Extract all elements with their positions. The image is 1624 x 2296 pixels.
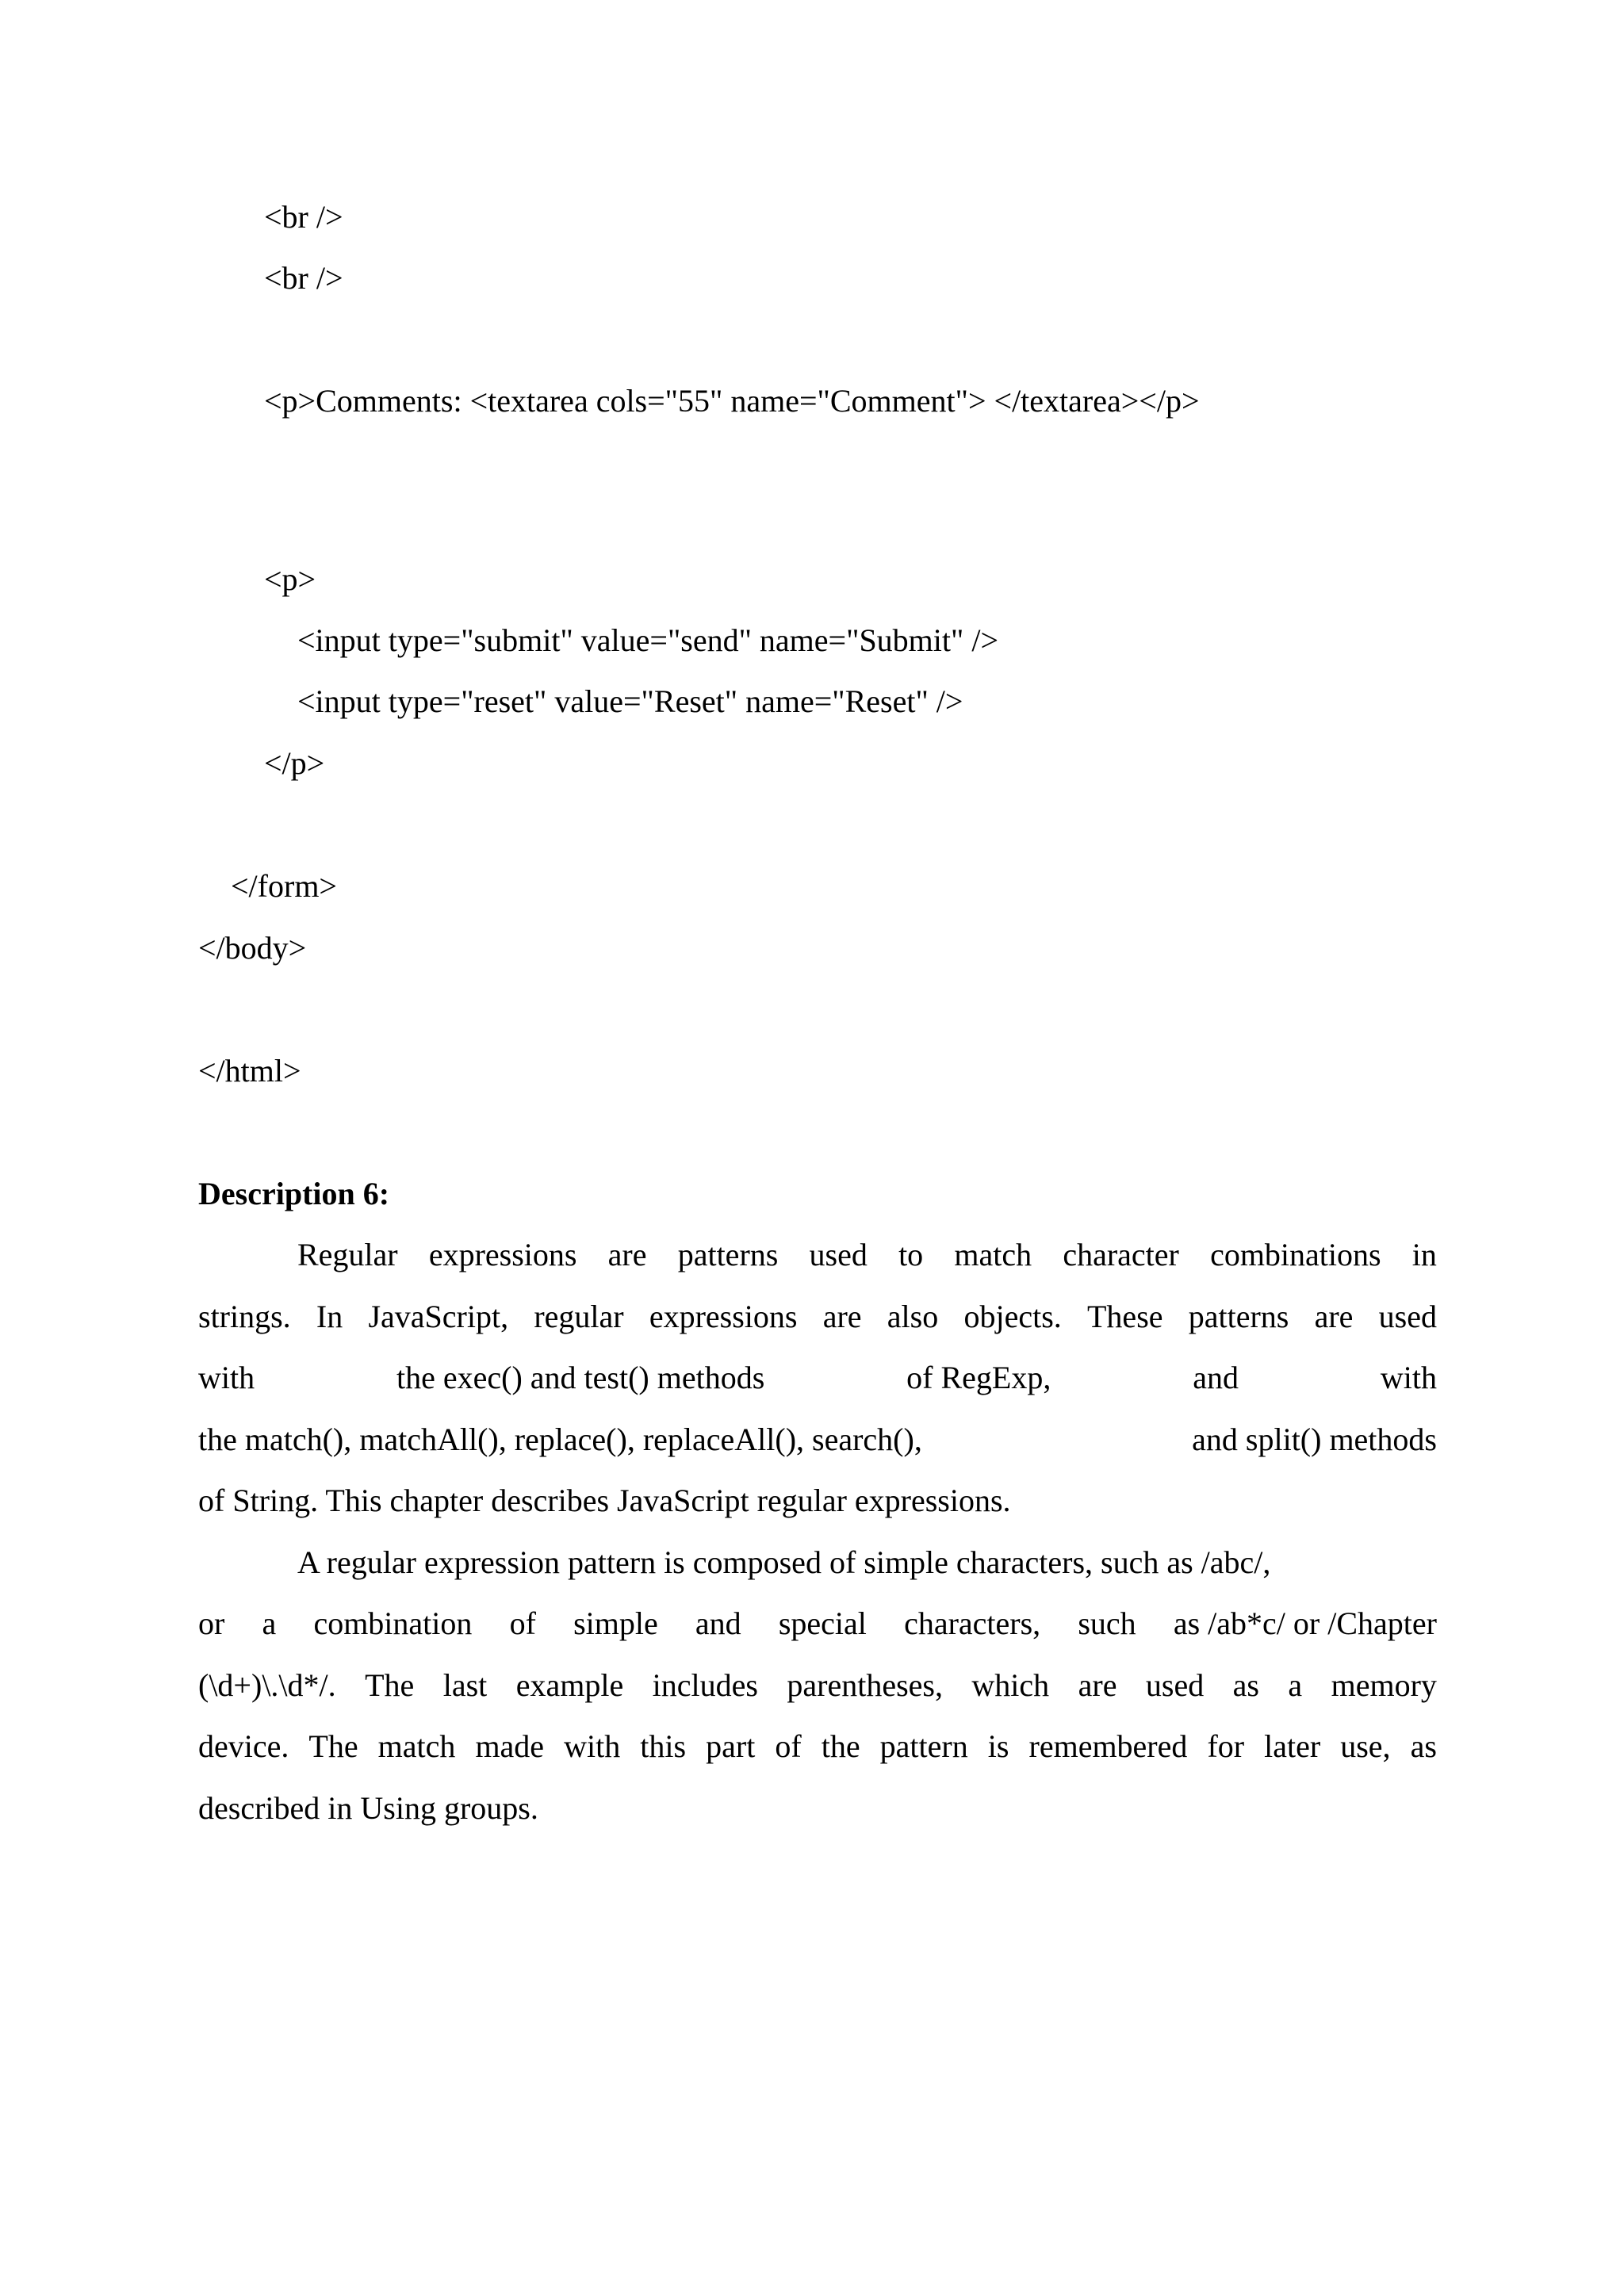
text-segment: remembered — [1028, 1728, 1188, 1764]
code-line-br-2: <br /> — [264, 260, 343, 296]
text-segment: expressions — [428, 1237, 577, 1272]
description-heading: Description 6: — [198, 1176, 390, 1211]
text-segment: in — [1411, 1237, 1437, 1272]
text-segment: which — [971, 1667, 1050, 1703]
code-line-br-1: <br /> — [264, 199, 343, 235]
code-line-form-close: </form> — [231, 868, 337, 904]
text-segment: combination — [313, 1605, 473, 1641]
text-segment: made — [475, 1728, 545, 1764]
text-segment: with — [1380, 1360, 1437, 1395]
text-segment: as — [1410, 1728, 1437, 1764]
text-segment: are — [607, 1237, 647, 1272]
para1-line3 — [198, 1359, 1437, 1397]
text-segment: match — [377, 1728, 456, 1764]
text-segment: such — [1078, 1605, 1136, 1641]
text-segment: objects. — [963, 1299, 1062, 1334]
text-segment: These — [1087, 1299, 1163, 1334]
text-segment: includes — [652, 1667, 758, 1703]
text-segment: regular — [534, 1299, 624, 1334]
text-segment: strings. — [198, 1299, 291, 1334]
para2-line1: A regular expression pattern is composed of simple characters, such as /abc/, — [297, 1544, 1271, 1580]
text-segment: are — [1078, 1667, 1117, 1703]
text-segment: patterns — [677, 1237, 779, 1272]
text-segment: for — [1207, 1728, 1245, 1764]
text-segment: JavaScript, — [368, 1299, 509, 1334]
code-line-html-close: </html> — [198, 1053, 301, 1089]
code-line-submit-input: <input type="submit" value="send" name="Submit" /> — [297, 622, 999, 658]
code-line-p-close: </p> — [264, 745, 325, 781]
para1-line1 — [297, 1236, 1437, 1274]
text-segment: In — [316, 1299, 343, 1334]
text-segment: and — [695, 1605, 741, 1641]
text-segment: pattern — [879, 1728, 968, 1764]
text-segment: expressions — [649, 1299, 798, 1334]
text-segment: simple — [573, 1605, 658, 1641]
text-segment: with — [564, 1728, 621, 1764]
code-line-reset-input: <input type="reset" value="Reset" name="Reset" /> — [297, 683, 963, 719]
code-line-body-close: </body> — [198, 930, 307, 966]
code-line-comments-textarea: <p>Comments: <textarea cols="55" name="Comment"> </textarea></p> — [264, 383, 1200, 419]
para2-line4 — [198, 1728, 1437, 1766]
text-segment: of — [775, 1728, 802, 1764]
text-segment: and split() methods — [1192, 1422, 1437, 1457]
text-segment: is — [987, 1728, 1009, 1764]
para1-line4 — [198, 1421, 1437, 1459]
para2-line5: described in Using groups. — [198, 1790, 538, 1826]
para1-line2 — [198, 1298, 1437, 1336]
text-segment: to — [898, 1237, 924, 1272]
text-segment: as — [1232, 1667, 1259, 1703]
text-segment: Regular — [297, 1237, 398, 1272]
text-segment: or — [198, 1605, 225, 1641]
para2-line2 — [198, 1605, 1437, 1643]
para1-line5: of String. This chapter describes JavaScript regular expressions. — [198, 1483, 1011, 1518]
text-segment: special — [778, 1605, 867, 1641]
text-segment: a — [1288, 1667, 1303, 1703]
text-segment: used — [809, 1237, 868, 1272]
text-segment: last — [442, 1667, 488, 1703]
text-segment: of — [509, 1605, 536, 1641]
text-segment: characters, — [904, 1605, 1041, 1641]
text-segment: part — [706, 1728, 756, 1764]
text-segment: use, — [1340, 1728, 1391, 1764]
text-segment: character — [1063, 1237, 1179, 1272]
text-segment: are — [822, 1299, 862, 1334]
text-segment: this — [640, 1728, 687, 1764]
text-segment: of RegExp, — [906, 1360, 1051, 1395]
text-segment: are — [1314, 1299, 1354, 1334]
text-segment: a — [262, 1605, 277, 1641]
text-segment: device. — [198, 1728, 289, 1764]
text-segment: The — [308, 1728, 358, 1764]
text-segment: the — [821, 1728, 860, 1764]
text-segment: also — [887, 1299, 939, 1334]
text-segment: (\d+)\.\d*/. — [198, 1667, 336, 1703]
text-segment: memory — [1331, 1667, 1437, 1703]
code-line-p-open: <p> — [264, 561, 316, 597]
text-segment: match — [954, 1237, 1032, 1272]
para2-line3 — [198, 1667, 1437, 1705]
text-segment: used — [1378, 1299, 1437, 1334]
text-segment: with — [198, 1360, 255, 1395]
text-segment: patterns — [1188, 1299, 1289, 1334]
text-segment: used — [1145, 1667, 1205, 1703]
text-segment: the exec() and test() methods — [396, 1360, 765, 1395]
text-segment: parentheses, — [787, 1667, 943, 1703]
text-segment: and — [1193, 1360, 1239, 1395]
text-segment: as /ab*c/ or /Chapter — [1173, 1605, 1437, 1641]
text-segment: later — [1264, 1728, 1321, 1764]
text-segment: combinations — [1210, 1237, 1381, 1272]
text-segment: The — [365, 1667, 415, 1703]
text-segment: the match(), matchAll(), replace(), replaceAll(), search(), — [198, 1422, 922, 1457]
text-segment: example — [515, 1667, 624, 1703]
